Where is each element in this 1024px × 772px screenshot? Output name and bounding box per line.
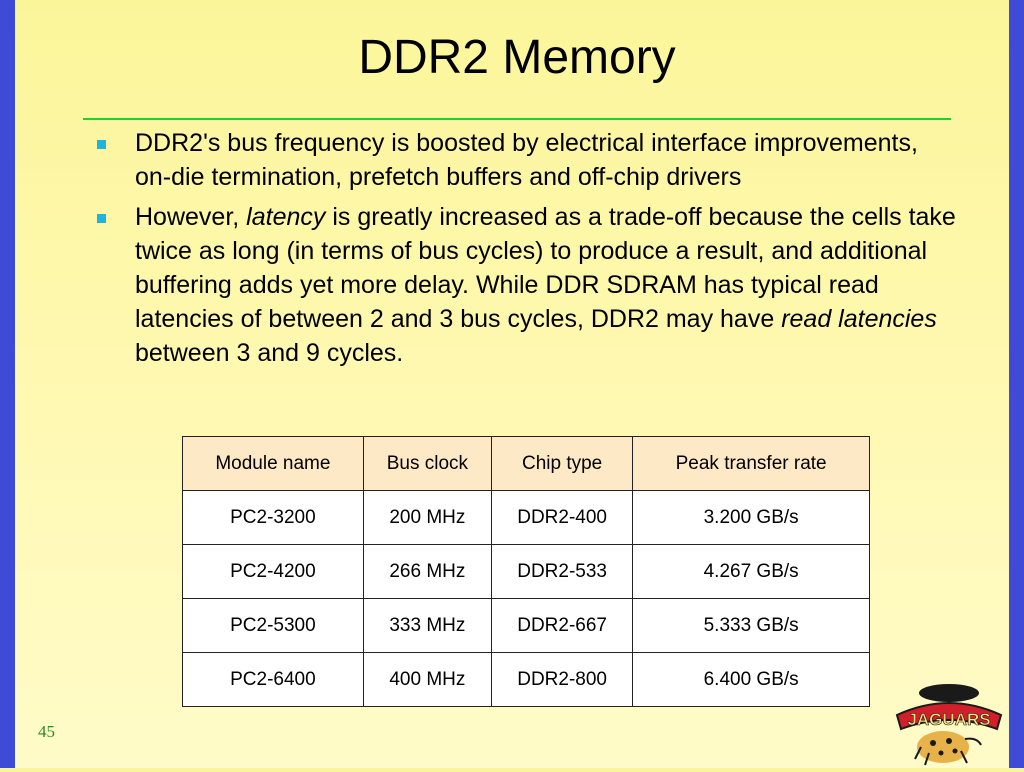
table-row [183, 653, 870, 707]
jaguar-logo-icon [893, 681, 1005, 767]
title-divider [83, 118, 951, 120]
table-cell: 4.267 GB/s [633, 545, 870, 599]
column-header: Bus clock [363, 437, 491, 491]
column-header: Chip type [491, 437, 632, 491]
bullet-text-part: However, [135, 203, 247, 231]
bullet-square-icon [97, 214, 106, 223]
table-row [183, 599, 870, 653]
bullet-item [97, 200, 957, 370]
table-cell: DDR2-800 [491, 653, 632, 707]
table-cell: PC2-4200 [183, 545, 364, 599]
table-cell: 400 MHz [363, 653, 491, 707]
slide-number: 45 [38, 722, 55, 741]
right-border-bar [1009, 0, 1024, 768]
bullet-item [97, 126, 957, 194]
table-row [183, 545, 870, 599]
bullet-text-part: is greatly increased as a trade-off because the cells take twice as long (in terms of bus cycles) to produce a result, and additional buffering adds yet more delay. While DDR SDRAM has typical read latencies of between 2 and 3 bus cycles, DDR2 may have [135, 203, 956, 333]
italic-term: latency [246, 203, 326, 231]
table-cell: DDR2-667 [491, 599, 632, 653]
table-cell: DDR2-400 [491, 491, 632, 545]
bullet-list [97, 126, 957, 376]
table-cell: 333 MHz [363, 599, 491, 653]
table-cell: 6.400 GB/s [633, 653, 870, 707]
table-cell: DDR2-533 [491, 545, 632, 599]
bullet-square-icon [97, 140, 106, 149]
italic-term: read latencies [781, 305, 937, 333]
bullet-text-part: between 3 and 9 cycles. [135, 339, 404, 367]
table-cell: PC2-6400 [183, 653, 364, 707]
slide-title: DDR2 Memory [358, 31, 676, 84]
table-row [183, 491, 870, 545]
jaguar-mascot-logo [893, 681, 1005, 767]
table-cell: PC2-3200 [183, 491, 364, 545]
table-cell: 3.200 GB/s [633, 491, 870, 545]
table-cell: 266 MHz [363, 545, 491, 599]
left-border-bar [0, 0, 15, 768]
column-header: Peak transfer rate [633, 437, 870, 491]
ddr2-module-table [182, 436, 870, 707]
table-cell: PC2-5300 [183, 599, 364, 653]
table-header-row [183, 437, 870, 491]
table-cell: 5.333 GB/s [633, 599, 870, 653]
column-header: Module name [183, 437, 364, 491]
logo-lettering: JAGUARS [907, 710, 991, 729]
bullet-text: DDR2's bus frequency is boosted by electrical interface improvements, on-die termination, prefetch buffers and off-chip drivers [135, 129, 918, 191]
table-cell: 200 MHz [363, 491, 491, 545]
